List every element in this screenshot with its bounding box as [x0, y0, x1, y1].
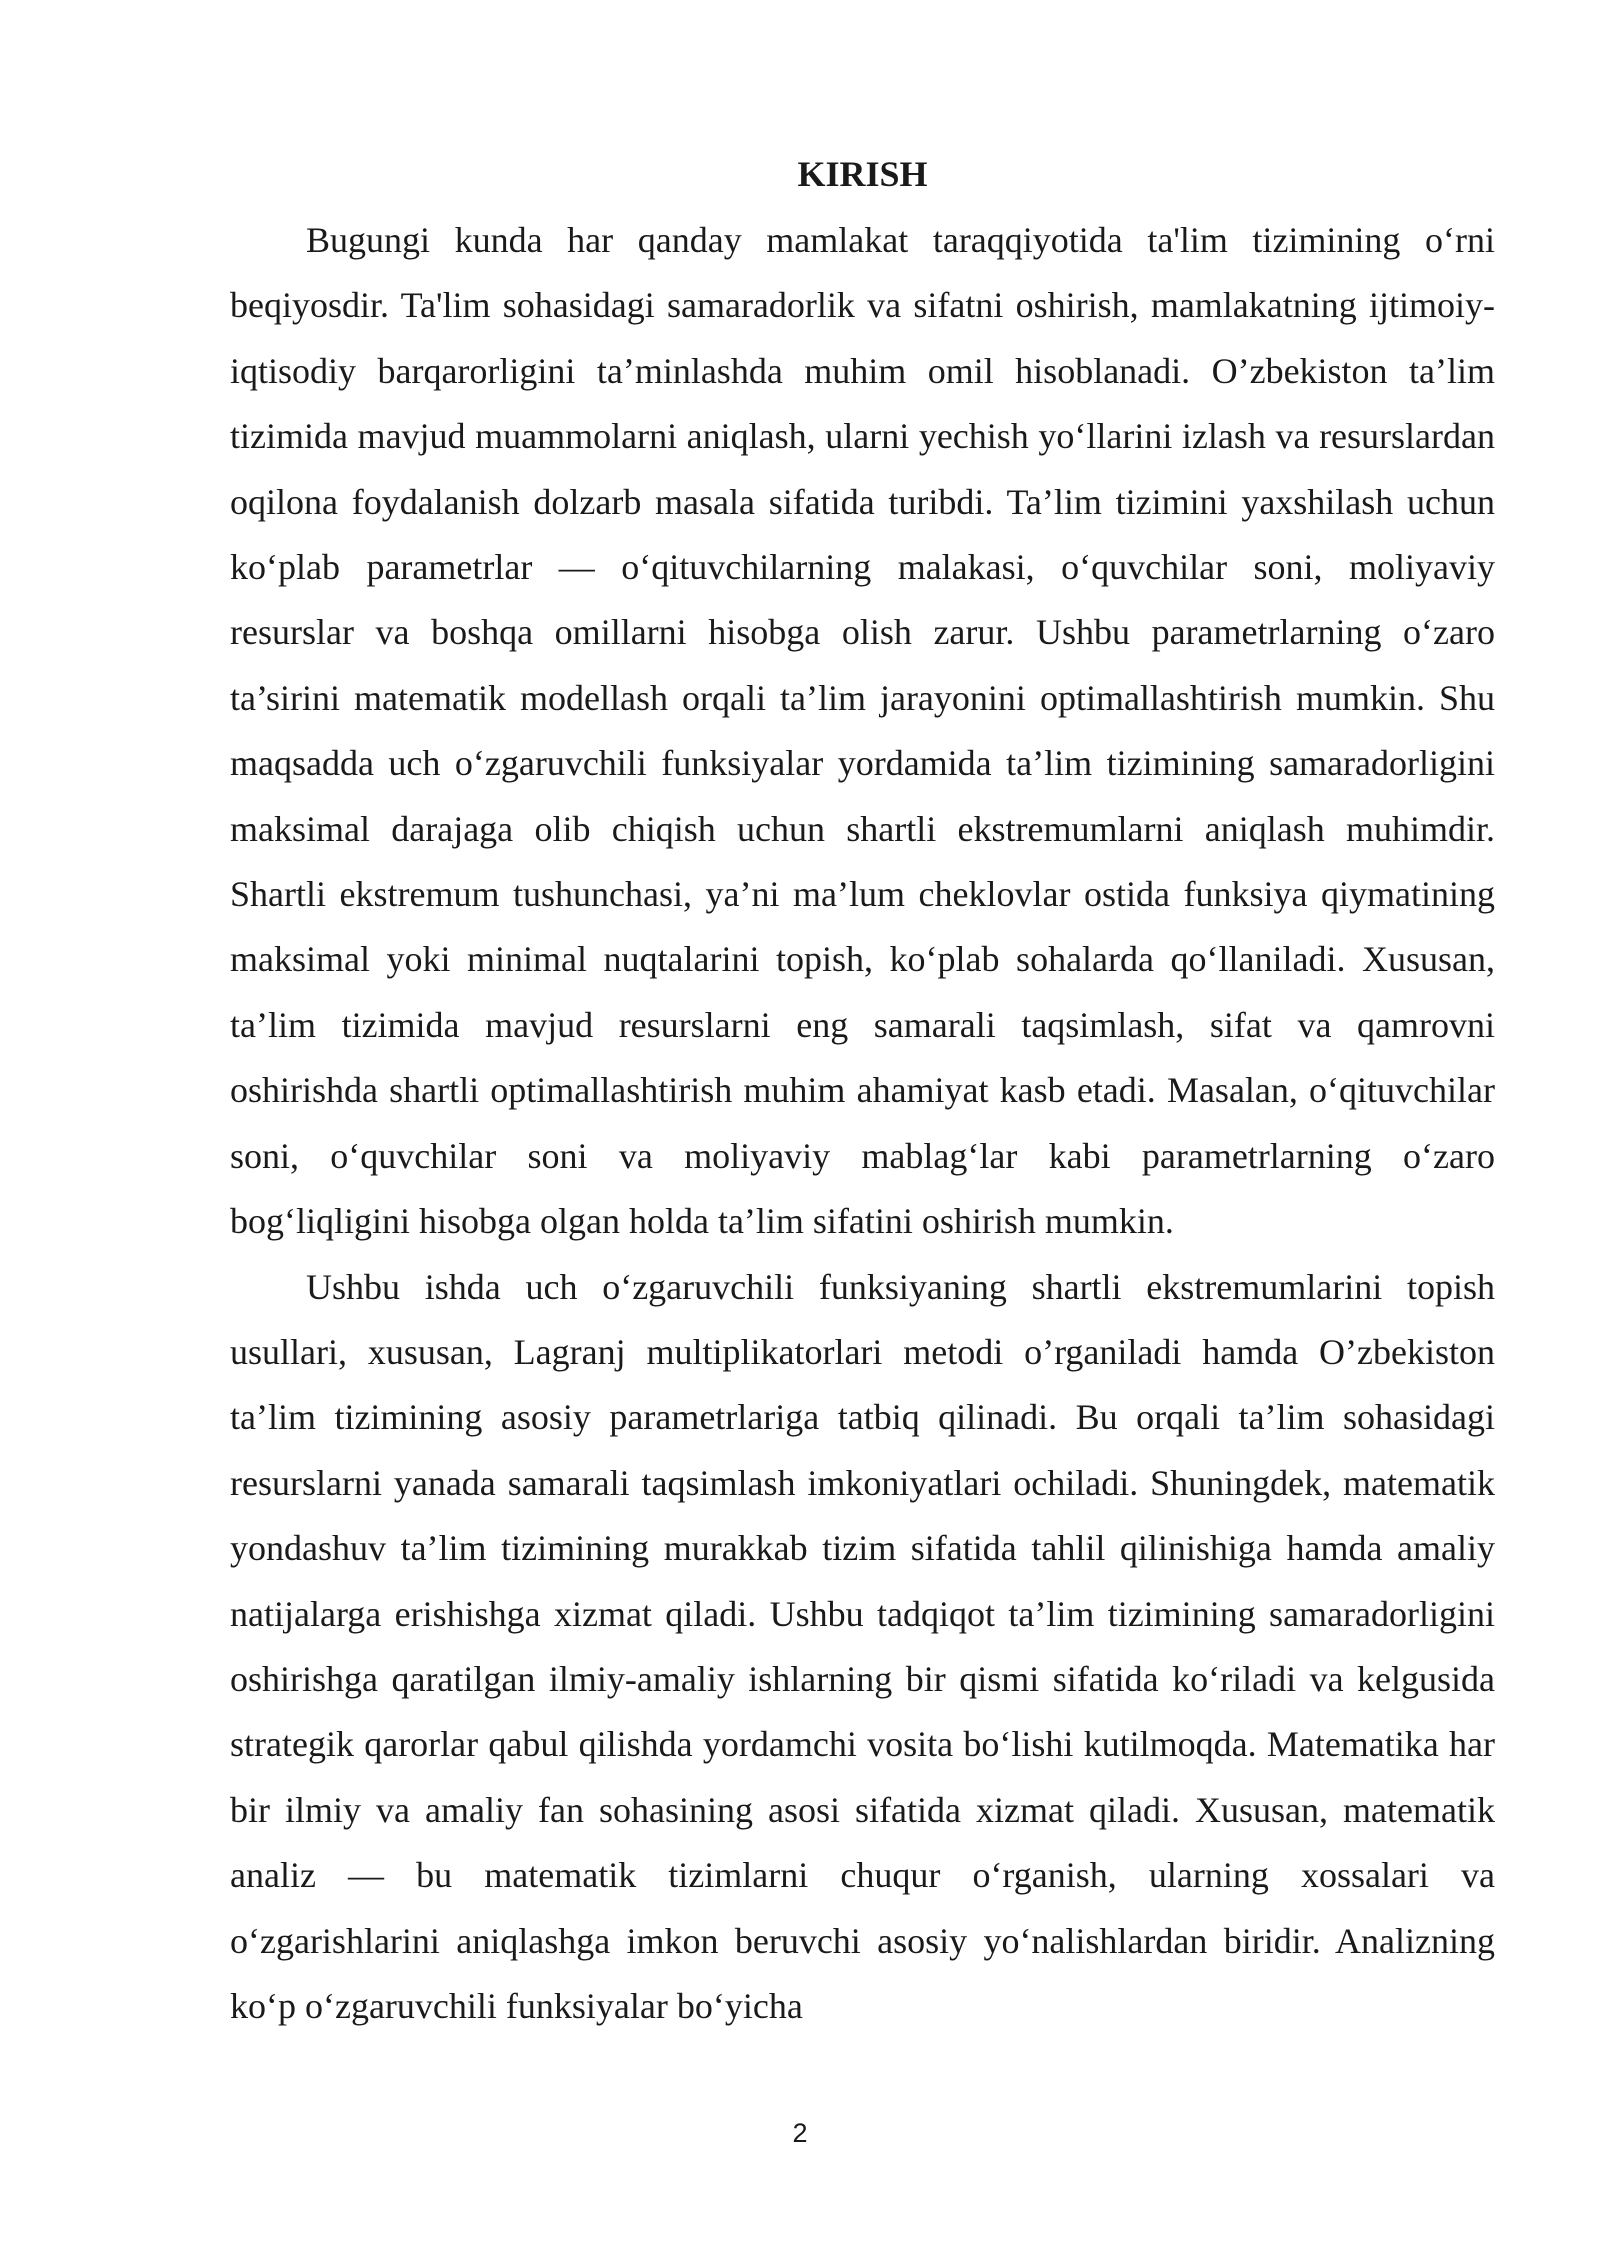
- paragraph-intro: Bugungi kunda har qanday mamlakat taraqqiyotida ta'lim tizimining oʻrni beqiyosdir. Ta'lim sohasidagi samaradorlik va sifatni oshirish, mamlakatning ijtimoiy-iqtisodiy barqarorligini taʼminlashda muhim omil hisoblanadi. O’zbekiston ta’lim tizimida mavjud muammolarni aniqlash, ularni yechish yoʻllarini izlash va resurslardan oqilona foydalanish dolzarb masala sifatida turibdi. Ta’lim tizimini yaxshilash uchun koʻplab parametrlar — oʻqituvchilarning malakasi, oʻquvchilar soni, moliyaviy resurslar va boshqa omillarni hisobga olish zarur. Ushbu parametrlarning oʻzaro ta’sirini matematik modellash orqali ta’lim jarayonini optimallashtirish mumkin. Shu maqsadda uch oʻzgaruvchili funksiyalar yordamida ta’lim tizimining samaradorligini maksimal darajaga olib chiqish uchun shartli ekstremumlarni aniqlash muhimdir. Shartli ekstremum tushunchasi, ya’ni ma’lum cheklovlar ostida funksiya qiymatining maksimal yoki minimal nuqtalarini topish, koʻplab sohalarda qoʻllaniladi. Xususan, ta’lim tizimida mavjud resurslarni eng samarali taqsimlash, sifat va qamrovni oshirishda shartli optimallashtirish muhim ahamiyat kasb etadi. Masalan, oʻqituvchilar soni, oʻquvchilar soni va moliyaviy mablagʻlar kabi parametrlarning oʻzaro bogʻliqligini hisobga olgan holda ta’lim sifatini oshirish mumkin.: [230, 220, 1495, 1242]
- section-title: KIRISH: [797, 154, 928, 194]
- document-page: [230, 150, 1495, 2039]
- page-number: 2: [792, 2118, 808, 2148]
- paragraph-method: Ushbu ishda uch oʻzgaruvchili funksiyaning shartli ekstremumlarini topish usullari, xususan, Lagranj multiplikatorlari metodi o’rganiladi hamda O’zbekiston ta’lim tizimining asosiy parametrlariga tatbiq qilinadi. Bu orqali ta’lim sohasidagi resurslarni yanada samarali taqsimlash imkoniyatlari ochiladi. Shuningdek, matematik yondashuv ta’lim tizimining murakkab tizim sifatida tahlil qilinishiga hamda amaliy natijalarga erishishga xizmat qiladi. Ushbu tadqiqot ta’lim tizimining samaradorligini oshirishga qaratilgan ilmiy-amaliy ishlarning bir qismi sifatida koʻriladi va kelgusida strategik qarorlar qabul qilishda yordamchi vosita boʻlishi kutilmoqda. Matematika har bir ilmiy va amaliy fan sohasining asosi sifatida xizmat qiladi. Xususan, matematik analiz — bu matematik tizimlarni chuqur oʻrganish, ularning xossalari va oʻzgarishlarini aniqlashga imkon beruvchi asosiy yoʻnalishlardan biridir. Analizning koʻp oʻzgaruvchili funksiyalar boʻyicha: [230, 1266, 1495, 2026]
